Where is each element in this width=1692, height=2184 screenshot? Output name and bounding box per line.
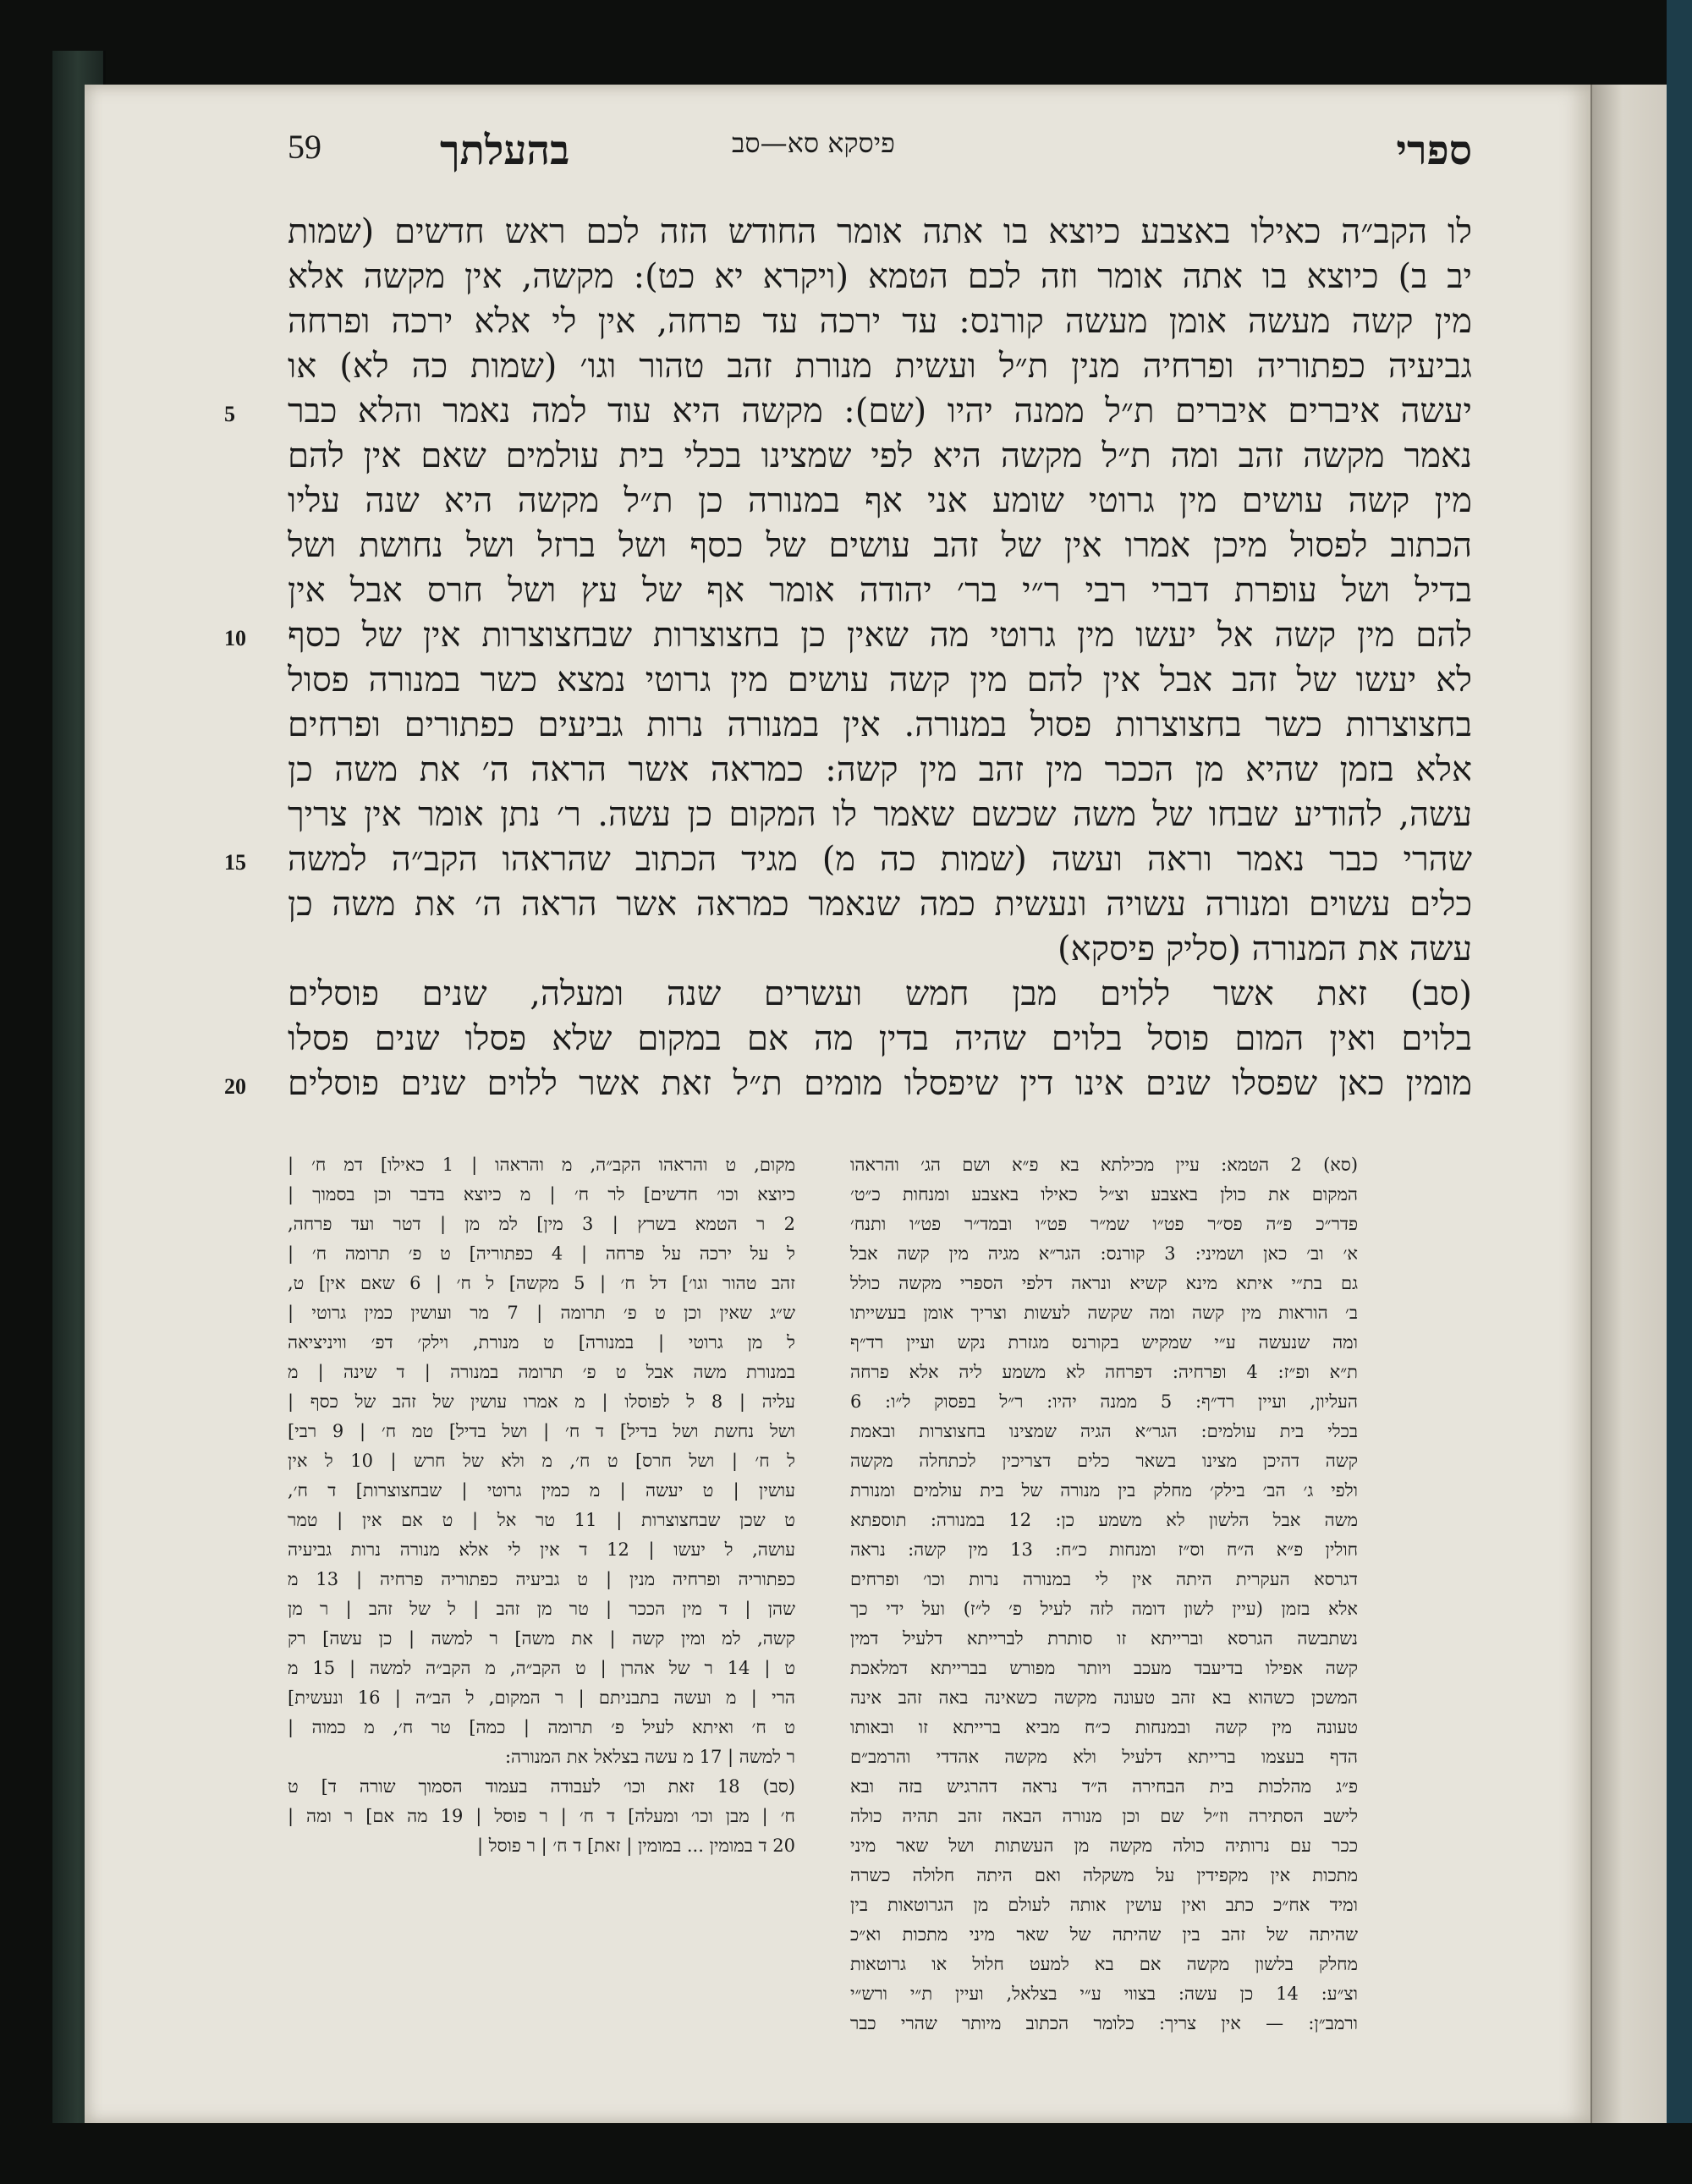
commentary-line: ולפי ג׳ הב׳ בילק׳ מחלק בין מנורה של בית עולמים ומנורת [850,1480,1358,1501]
scan-background-right [1667,0,1692,2184]
text-line: גביעיה כפתוריה ופרחיה מנין ת״ל ועשית מנורת זהב טהור וגו׳ (שמות כה לא) או [288,347,1472,386]
variant-line: (סב) 18 זאת וכו׳ לעבודה בעמוד הסמוך שורה ד] ט [288,1776,795,1797]
variant-line: כפתוריה ופרחיה מנין | ט גביעיה כפתוריה פרחיה | 13 מ [288,1569,795,1589]
commentary-line: גם בת״י איתא מינא קשיא ונראה דלפי הספרי מקשה כולל [850,1273,1358,1293]
variant-line: קשה, למ ומין קשה | את משה] ר למשה | כן עשה] רק [288,1628,795,1649]
variant-line: מקום, ט והראהו הקב״ה, מ והראהו | 1 כאילו] דמ ח׳ | [288,1155,795,1175]
text-line: לו הקב״ה כאילו באצבע כיוצא בו אתה אומר החודש הזה לכם ראש חדשים (שמות [288,212,1472,251]
commentary-line: ורמב״ן: — אין צריך: כלומר הכתוב מיותר שהרי כבר [850,2013,1358,2033]
text-line: יעשה איברים איברים ת״ל ממנה יהיו (שם): מקשה היא עוד למה נאמר והלא כבר [288,392,1472,431]
commentary-line: טעונה מין קשה ובמנחות כ״ח מביא ברייתא זו ובאותו [850,1717,1358,1737]
scan-background-bottom [0,2123,1692,2184]
commentary-line: המשכן כשהוא בא זהב טעונה מקשה כשאינה באה זהב אינה [850,1687,1358,1708]
text-line: להם מין קשה אל יעשו מין גרוטי מה שאין כן בחצוצרות שבחצוצרות אין של כסף [288,616,1472,655]
text-line: עשה את המנורה (סליק פיסקא) [1057,930,1472,969]
adjacent-page-edge [1590,85,1668,2123]
variant-line: ש״ג שאין וכן ט פ׳ תרומה | 7 מר ועושין כמין גרוטי | [288,1303,795,1323]
variant-line: ל ח׳ | ושל חרס] ט ח׳, מ ולא של חרש | 10 ל אין [288,1451,795,1471]
variant-line: במנורת משה אבל ט פ׳ תרומה במנורה | ד שינה | מ [288,1362,795,1382]
commentary-line: וצ״ע: 14 כן עשה: בצווי ע״י בצלאל, ועיין ת״י ורש״י [850,1984,1358,2004]
commentary-line: ומה שנעשה ע״י שמקיש בקורנס מגזרת נקש ועיין רד״ף [850,1332,1358,1353]
variant-line: עושה, ל יעשו | 12 ד אין לי אלא מנורה נרות גביעיה [288,1539,795,1560]
variant-line: ושל נחשת ושל בדיל] ד ח׳ | ושל בדיל] טמ ח׳ | 9 רבי] [288,1421,795,1441]
text-line: מין קשה עושים מין גרוטי שומע אני אף במנורה כן ת״ל מקשה היא שנה עליו [288,481,1472,520]
main-text-block [288,210,1472,1106]
text-line: מין קשה מעשה אומן מעשה קורנס: עד ירכה עד פרחה, אין לי אלא ירכה ופרחה [288,302,1472,341]
commentary-line: א׳ וב׳ כאן ושמיני: 3 קורנס: הגר״א מגיה מין קשה אבל [850,1243,1358,1264]
text-line: עשה, להודיע שבחו של משה שכשם שאמר לו המקום כן עשה. ר׳ נתן אומר אין צריך [288,795,1472,834]
page-number: 59 [288,128,321,166]
commentary-line: ככר עם נרותיה כולה מקשה מן העשתות ושל שאר מיני [850,1836,1358,1856]
commentary-line: קשה אפילו בדיעבד מעכב ויותר מפורש בברייתא דמלאכת [850,1658,1358,1678]
text-line: (סב) זאת אשר ללוים מבן חמש ועשרים שנה ומעלה, שנים פוסלים [288,974,1472,1013]
variant-line: זהב טהור וגו׳] דל ח׳ | 5 מקשה] ל ח׳ | 6 שאם אין] ט, [288,1273,795,1293]
commentary-line: משה אבל הלשון לא משמע כן: 12 במנורה: תוספתא [850,1510,1358,1530]
book-title: ספרי [1396,127,1472,174]
variant-line: ל מן גרוטי | במנורה] ט מנורת, וילק׳ דפ׳ וויניציאה [288,1332,795,1353]
text-line: נאמר מקשה זהב ומה ת״ל מקשה היא לפי שמצינו בכלי בית עולמים שאם אין להם [288,436,1472,475]
variant-line: 2 ר הטמא בשרץ | 3 מין] למ מן | דטר ועד פרחה, [288,1214,795,1234]
line-number: 20 [224,1074,246,1099]
commentary-column-right [850,1150,1358,2039]
variant-line: ר למשה | 17 מ עשה בצלאל את המנורה: [504,1747,795,1767]
commentary-line: לישב הסתירה וז״ל שם וכן מנורה הבאה זהב תהיה כולה [850,1806,1358,1826]
variant-line: ט שכן שבחצוצרות | 11 טר אל | ט אם אין | טמר [288,1510,795,1530]
section-label: פיסקא סא—סב [732,127,895,159]
text-line: אלא בזמן שהיא מן הככר מין זהב מין קשה: כמראה אשר הראה ה׳ את משה כן [288,750,1472,789]
text-line: בחצוצרות כשר בחצוצרות פסול במנורה. אין במנורה נרות גביעים כפתורים ופרחים [288,705,1472,744]
commentary-line: נשתבשה הגרסא וברייתא זו סותרת לברייתא דלעיל דמין [850,1628,1358,1649]
text-line: יב ב) כיוצא בו אתה אומר וזה לכם הטמא (ויקרא יא כט): מקשה, אין מקשה אלא [288,257,1472,296]
text-line: הכתוב לפסול מיכן אמרו אין של זהב עושים של כסף ושל ברזל ושל נחושת ושל [288,526,1472,565]
commentary-line: קשה דהיכן מצינו בשאר כלים דצריכין לכתחלה מקשה [850,1451,1358,1471]
commentary-line: המקום את כולן באצבע וצ״ל כאילו באצבע ומנחות כ״ט׳ [850,1184,1358,1204]
commentary-line: הדף בעצמו ברייתא דלעיל ולא מקשה אהדדי והרמב״ם [850,1747,1358,1767]
commentary-line: ומיד אח״כ כתב ואין עושין אותה לעולם מן הגרוטאות בין [850,1895,1358,1915]
variant-line: כיוצא וכו׳ חדשים] לר ח׳ | מ כיוצא בדבר וכן בסמוך | [288,1184,795,1204]
variant-line: ט | 14 ר של אהרן | ט הקב״ה, מ הקב״ה למשה | 15 מ [288,1658,795,1678]
variant-line: הרי | מ ועשה בתבניתם | ר המקום, ל הב״ה | 16 ונעשית] [288,1687,795,1708]
variant-line: ח׳ | מבן וכו׳ ומעלה] ד ח׳ | ר פוסל | 19 מה אם] ר ומה | [288,1806,795,1826]
variant-line: שהן | ד מין הככר | טר מן זהב | ל של זהב | ר מן [288,1599,795,1619]
text-line: לא יעשו של זהב אבל אין להם מין קשה עושים מין גרוטי נמצא כשר במנורה פסול [288,661,1472,700]
variant-line: עליה | 8 ל לפוסלו | מ אמרו עושין של זהב של כסף | [288,1391,795,1412]
commentary-line: שהיתה של זהב בין שהיתה של שאר מיני מתכות וא״כ [850,1924,1358,1945]
commentary-line: ב׳ הוראות מין קשה ומה שקשה לעשות וצריך אומן בעשייתו [850,1303,1358,1323]
parsha-title: בהעלתך [440,127,570,174]
text-line: שהרי כבר נאמר וראה ועשה (שמות כה מ) מגיד הכתוב שהראהו הקב״ה למשה [288,840,1472,879]
commentary-line: ת״א ופ״ז: 4 ופרחיה: דפרחה לא משמע ליה אלא פרחה [850,1362,1358,1382]
text-line: מומין כאן שפסלו שנים אינו דין שיפסלו מומים ת״ל זאת אשר ללוים שנים פוסלים [288,1064,1472,1103]
variant-line: עושין | ט יעשה | מ כמין גרוטי | שבחצוצרות] ד ח׳, [288,1480,795,1501]
line-number: 5 [224,402,235,426]
running-header [288,127,1472,186]
commentary-column-left [288,1150,795,1861]
commentary-line: בכלי בית עולמים: הגר״א הגיה שמצינו בחצוצרות ובאמת [850,1421,1358,1441]
text-line: בלוים ואין המום פוסל בלוים שהיה בדין מה אם במקום שלא פסלו שנים פסלו [288,1019,1472,1058]
commentary-line: דגרסא העקרית היתה אין לי במנורה נרות וכו׳ ופרחים [850,1569,1358,1589]
line-number: 10 [224,626,246,650]
variant-line: ל על ירכה על פרחה | 4 כפתוריה] ט פ׳ תרומה ח׳ | [288,1243,795,1264]
variant-line: 20 ד במומין ... במומין | זאת] ד ח׳ | ר פוסל | [477,1836,795,1856]
text-line: בדיל ושל עופרת דברי רבי ר״י בר׳ יהודה אומר אף של עץ ושל חרס אבל אין [288,571,1472,610]
variant-line: ט ח׳ ואיתא לעיל פ׳ תרומה | כמה] טר ח׳, מ כמוה | [288,1717,795,1737]
commentary-line: אלא בזמן (עיין לשון דומה לזה לעיל פ׳ ל״ז) ועל ידי כך [850,1599,1358,1619]
commentary-line: פדר״כ פ״ה פס״ר פט״ו שמ״ר פט״ו ובמד״ר פט״ו ותנח׳ [850,1214,1358,1234]
commentary-line: העליון, ועיין רד״ף: 5 ממנה יהיו: ר״ל בפסוק ל״ו: 6 [850,1391,1358,1412]
commentary-line: חולין פ״א ה״ח וס״ז ומנחות כ״ח: 13 מין קשה: נראה [850,1539,1358,1560]
text-line: כלים עשוים ומנורה עשויה ונעשית כמה שנאמר כמראה אשר הראה ה׳ את משה כן [288,885,1472,924]
commentary-line: מחלק בלשון מקשה אם בא למעט חלול או גרוטאות [850,1954,1358,1974]
scan-background-top [0,0,1692,85]
commentary-line: (סא) 2 הטמא: עיין מכילתא בא פ״א ושם הג׳ והראהו [850,1155,1358,1175]
commentary-line: מתכות אין מקפידין על משקלה ואם היתה חלולה כשרה [850,1865,1358,1885]
line-number: 15 [224,850,246,875]
commentary-line: פ״ג מהלכות בית הבחירה ה״ד נראה דהרגיש בזה ובא [850,1776,1358,1797]
